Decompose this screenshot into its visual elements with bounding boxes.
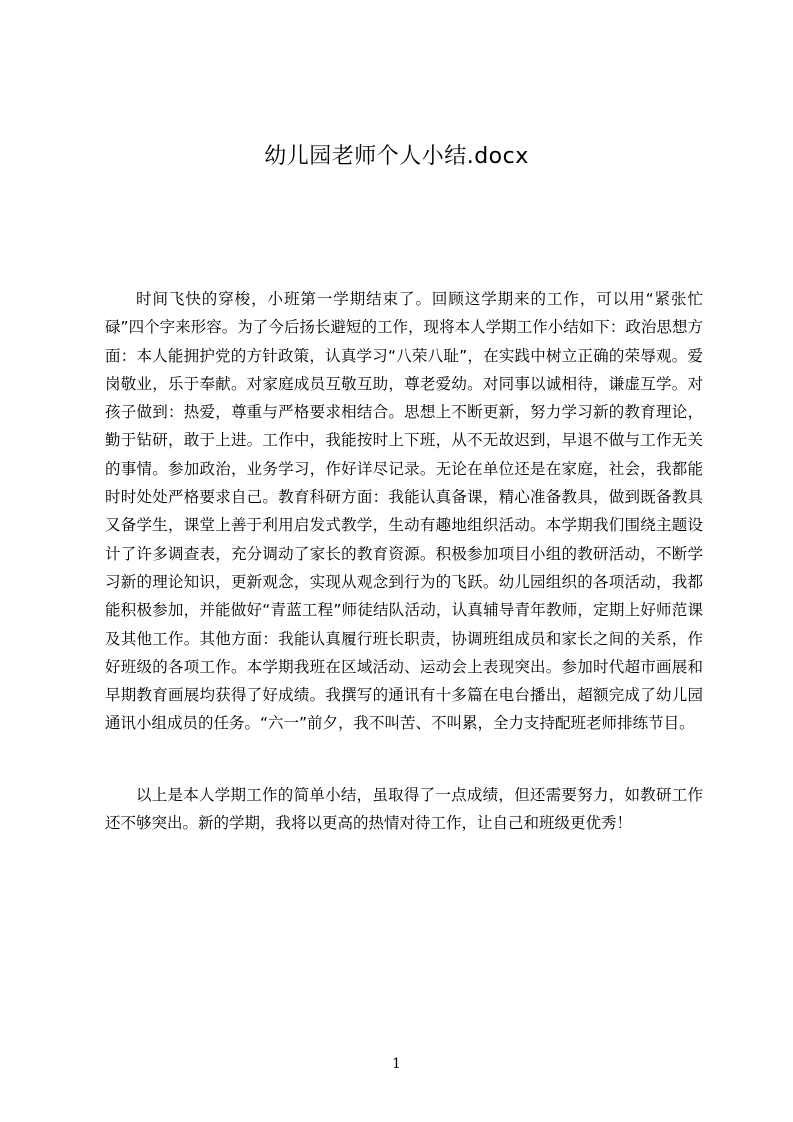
body-paragraph-1: 时间飞快的穿梭，小班第一学期结束了。回顾这学期来的工作，可以用“紧张忙碌”四个字来形容。为了今后扬长避短的工作，现将本人学期工作小结如下：政治思想方面：本人能拥护党的方针政策，认真学习“八荣八耻”，在实践中树立正确的荣辱观。爱岗敬业，乐于奉献。对家庭成员互敬互助，尊老爱幼。对同事以诚相待，谦虚互学。对孩子做到：热爱，尊重与严格要求相结合。思想上不断更新，努力学习新的教育理论，勤于钻研，敢于上进。工作中，我能按时上下班，从不无故迟到，早退不做与工作无关的事情。参加政治，业务学习，作好详尽记录。无论在单位还是在家庭，社会，我都能时时处处严格要求自己。教育科研方面：我能认真备课，精心准备教具，做到既备教具又备学生，课堂上善于利用启发式教学，生动有趣地组织活动。本学期我们围绕主题设计了许多调查表，充分调动了家长的教育资源。积极参加项目小组的教研活动，不断学习新的理论知识，更新观念，实现从观念到行为的飞跃。幼儿园组织的各项活动，我都能积极参加，并能做好“青蓝工程”师徒结队活动，认真辅导青年教师，定期上好师范课及其他工作。其他方面：我能认真履行班长职责，协调班组成员和家长之间的关系，作好班级的各项工作。本学期我班在区域活动、运动会上表现突出。参加时代超市画展和早期教育画展均获得了好成绩。我撰写的通讯有十多篇在电台播出，超额完成了幼儿园通讯小组成员的任务。“六一”前夕，我不叫苦、不叫累，全力支持配班老师排练节目。 xyxy=(105,290,703,733)
document-title: 幼儿园老师个人小结.docx xyxy=(264,144,529,169)
page-number: 1 xyxy=(392,1056,401,1072)
body-paragraph-2: 以上是本人学期工作的简单小结，虽取得了一点成绩，但还需要努力，如教研工作还不够突出。新的学期，我将以更高的热情对待工作，让自己和班级更优秀！ xyxy=(105,786,703,833)
